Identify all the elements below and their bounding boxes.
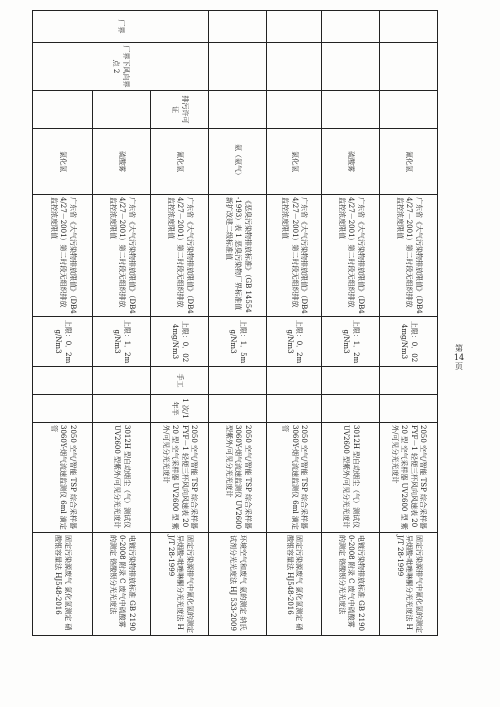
page-number: [452, 345, 466, 371]
cell-method: 3012H 型自动烟尘（气）测试仪 UV2600 型紫外/可见分光光度计: [93, 423, 151, 533]
cell-method: 2050 空气/智能 TSP 综合采样器 3060Y-烟气流速监测仪 6ml 滴定管: [267, 423, 322, 533]
cell-standard-method: 固定污染源排气中氰化氢的测定 异烟酸-吡唑啉酮分光光度法 HJ/T 28-1999: [380, 533, 438, 636]
cell-standard: 《恶臭污染物排放标准》（GB 14554-1993）表 1 恶臭污染物厂界标准值新扩改建二级标准值: [209, 195, 267, 317]
cell-item: 氰化氢: [151, 129, 209, 195]
cell-item: 氨（氨气）: [209, 129, 267, 195]
cell-standard: 广东省《大气污染物排放限值》（DB44/27－2001）第二时段无组织排放监控浓度限值: [322, 195, 380, 317]
cell-method: 2050 空气/智能 TSP 综合采样器 FYF－1 轻便三杯风向风速表 2020 型 空气采样器 UV2600 型 紫外/可见分光光度计: [380, 423, 438, 533]
page-number-value: 14: [453, 352, 465, 362]
cell-limit: 上限：0．2mg/Nm3: [33, 317, 93, 367]
cell-standard: 广东省《大气污染物排放限值》（DB44/27－2001）第二时段无组织排放监控浓度限值: [93, 195, 151, 317]
cell-limit: 上限：1．2mg/Nm3: [322, 317, 380, 367]
table-row: [93, 11, 151, 636]
table-row: [322, 11, 380, 636]
cell-standard-method: 固定污染源废气 氯化氢测定 硝酸银容量法 HJ548-2016: [33, 533, 93, 636]
cell-standard-method: 电镀污染物排放标准 GB 21900-2008 附录 C 废气中硫酸雾的测定 铬酸钡分光光度法: [322, 533, 380, 636]
cell-standard: 广东省《大气污染物排放限值》（DB44/27－2001）第二时段无组织排放监控浓度限值: [33, 195, 93, 317]
table-row: [151, 11, 209, 636]
cell-standard: 广东省《大气污染物排放限值》（DB44/27－2001）第二时段无组织排放监控浓度限值: [267, 195, 322, 317]
cell-item: 硫酸雾: [93, 129, 151, 195]
cell-limit: 上限：0．024mg/Nm3: [151, 317, 209, 367]
cell-standard-method: 固定污染源废气 氯化氢测定 硝酸银容量法 HJ548-2016: [267, 533, 322, 636]
cell-item: 硫酸雾: [322, 129, 380, 195]
cell-standard-method: 环境空气和废气 氨的测定 纳氏试剂分光光度法 HJ 533-2009: [209, 533, 267, 636]
monitoring-table-rotated: [33, 10, 438, 635]
cell-limit: 上限：0．024mg/Nm3: [380, 317, 438, 367]
cell-method: 2050 空气/智能 TSP 综合采样器 FYF－1 轻便三杯风向风速表 2020 型 空气采样器 UV2600 型 紫外/可见分光光度计: [151, 423, 209, 533]
page-number-char: 第: [455, 344, 463, 353]
table-row: [209, 11, 267, 636]
cell-group: 厂界: [33, 11, 209, 43]
cell-item: 氯化氢: [267, 129, 322, 195]
cell-basis: 排污许可证: [151, 91, 209, 129]
cell-method: 2050 空气/智能 TSP 综合采样器 3060Y-烟气流速监测仪 UV2600 型紫外/可见分光光度计: [209, 423, 267, 533]
cell-limit: 上限：1．5mg/Nm3: [209, 317, 267, 367]
monitoring-table: [32, 10, 438, 636]
cell-standard-method: 电镀污染物排放标准 GB 21900-2008 附录 C 废气中硫酸雾的测定 铬酸钡分光光度法: [93, 533, 151, 636]
cell-method: 2050 空气/智能 TSP 综合采样器 3060Y-烟气流速监测仪 6ml 滴定管: [33, 423, 93, 533]
cell-standard: 广东省《大气污染物排放限值》（DB44/27－2001）第二时段无组织排放监控浓度限值: [151, 195, 209, 317]
cell-item: 氰化氢: [380, 129, 438, 195]
cell-point: 厂界下风向界点 2: [33, 43, 209, 91]
table-row: [33, 11, 93, 636]
cell-manual: 手工: [151, 367, 209, 395]
cell-limit: 上限：1．2mg/Nm3: [93, 317, 151, 367]
cell-method: 3012H 型自动烟尘（气）测试仪 UV2600 型紫外/可见分光光度计: [322, 423, 380, 533]
table-row: [267, 11, 322, 636]
cell-item: 氯化氢: [33, 129, 93, 195]
cell-frequency: 1 次/1 年半: [151, 395, 209, 423]
cell-standard-method: 固定污染源排气中氰化氢的测定 异烟酸-吡唑啉酮分光光度法 HJ/T 28-1999: [151, 533, 209, 636]
table-row: [380, 11, 438, 636]
cell-limit: 上限：0．2mg/Nm3: [267, 317, 322, 367]
page-number-char: 页: [455, 361, 463, 371]
cell-standard: 广东省《大气污染物排放限值》（DB44/27－2001）第二时段无组织排放监控浓度限值: [380, 195, 438, 317]
